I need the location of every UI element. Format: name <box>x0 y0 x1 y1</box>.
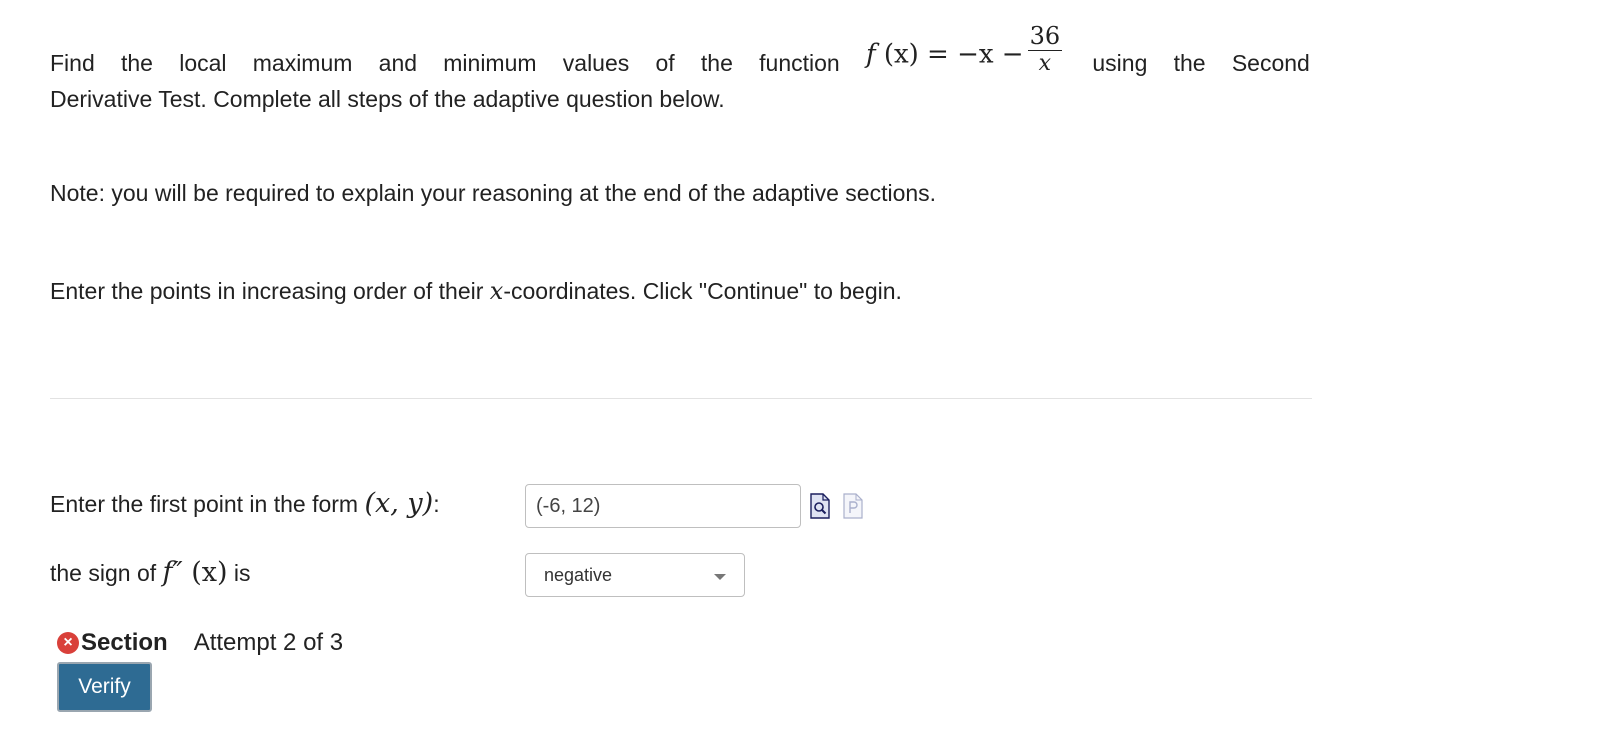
x-circle-icon: × <box>57 632 79 654</box>
preview-icon[interactable] <box>810 493 830 519</box>
fraction: $\frac{36}{x}$ <box>1029 22 1061 76</box>
section-divider <box>50 398 1312 399</box>
chevron-down-icon <box>714 574 726 580</box>
verify-button[interactable]: Verify <box>57 662 152 712</box>
note-text: Note: you will be required to explain your reasoning at the end of the adaptive sections. <box>50 180 937 206</box>
sign-label: the sign of f″ (x) is <box>50 557 251 588</box>
instruction-text: Enter the points in increasing order of their x-coordinates. Click "Continue" to begin. <box>50 277 902 305</box>
point-answer-input[interactable] <box>525 484 801 528</box>
prompt-line-2: Derivative Test. Complete all steps of the adaptive question below. <box>50 86 725 112</box>
point-label: Enter the first point in the form (x, y): <box>50 488 440 519</box>
attempt-counter: Attempt 2 of 3 <box>193 629 344 656</box>
sign-select-value: negative <box>544 564 613 585</box>
function-formula: f (x) = −x − $\frac{36}{x}$ <box>865 22 1061 76</box>
sign-select[interactable] <box>525 553 745 597</box>
syntax-help-icon[interactable] <box>843 493 863 519</box>
section-label: Section <box>81 629 168 656</box>
question-prompt <box>50 22 1310 117</box>
prompt-line-1: Find the local maximum and minimum values of the function f (x) = −x − $\frac{36}{x}$ using the Second <box>50 30 1310 81</box>
section-status <box>57 629 343 657</box>
